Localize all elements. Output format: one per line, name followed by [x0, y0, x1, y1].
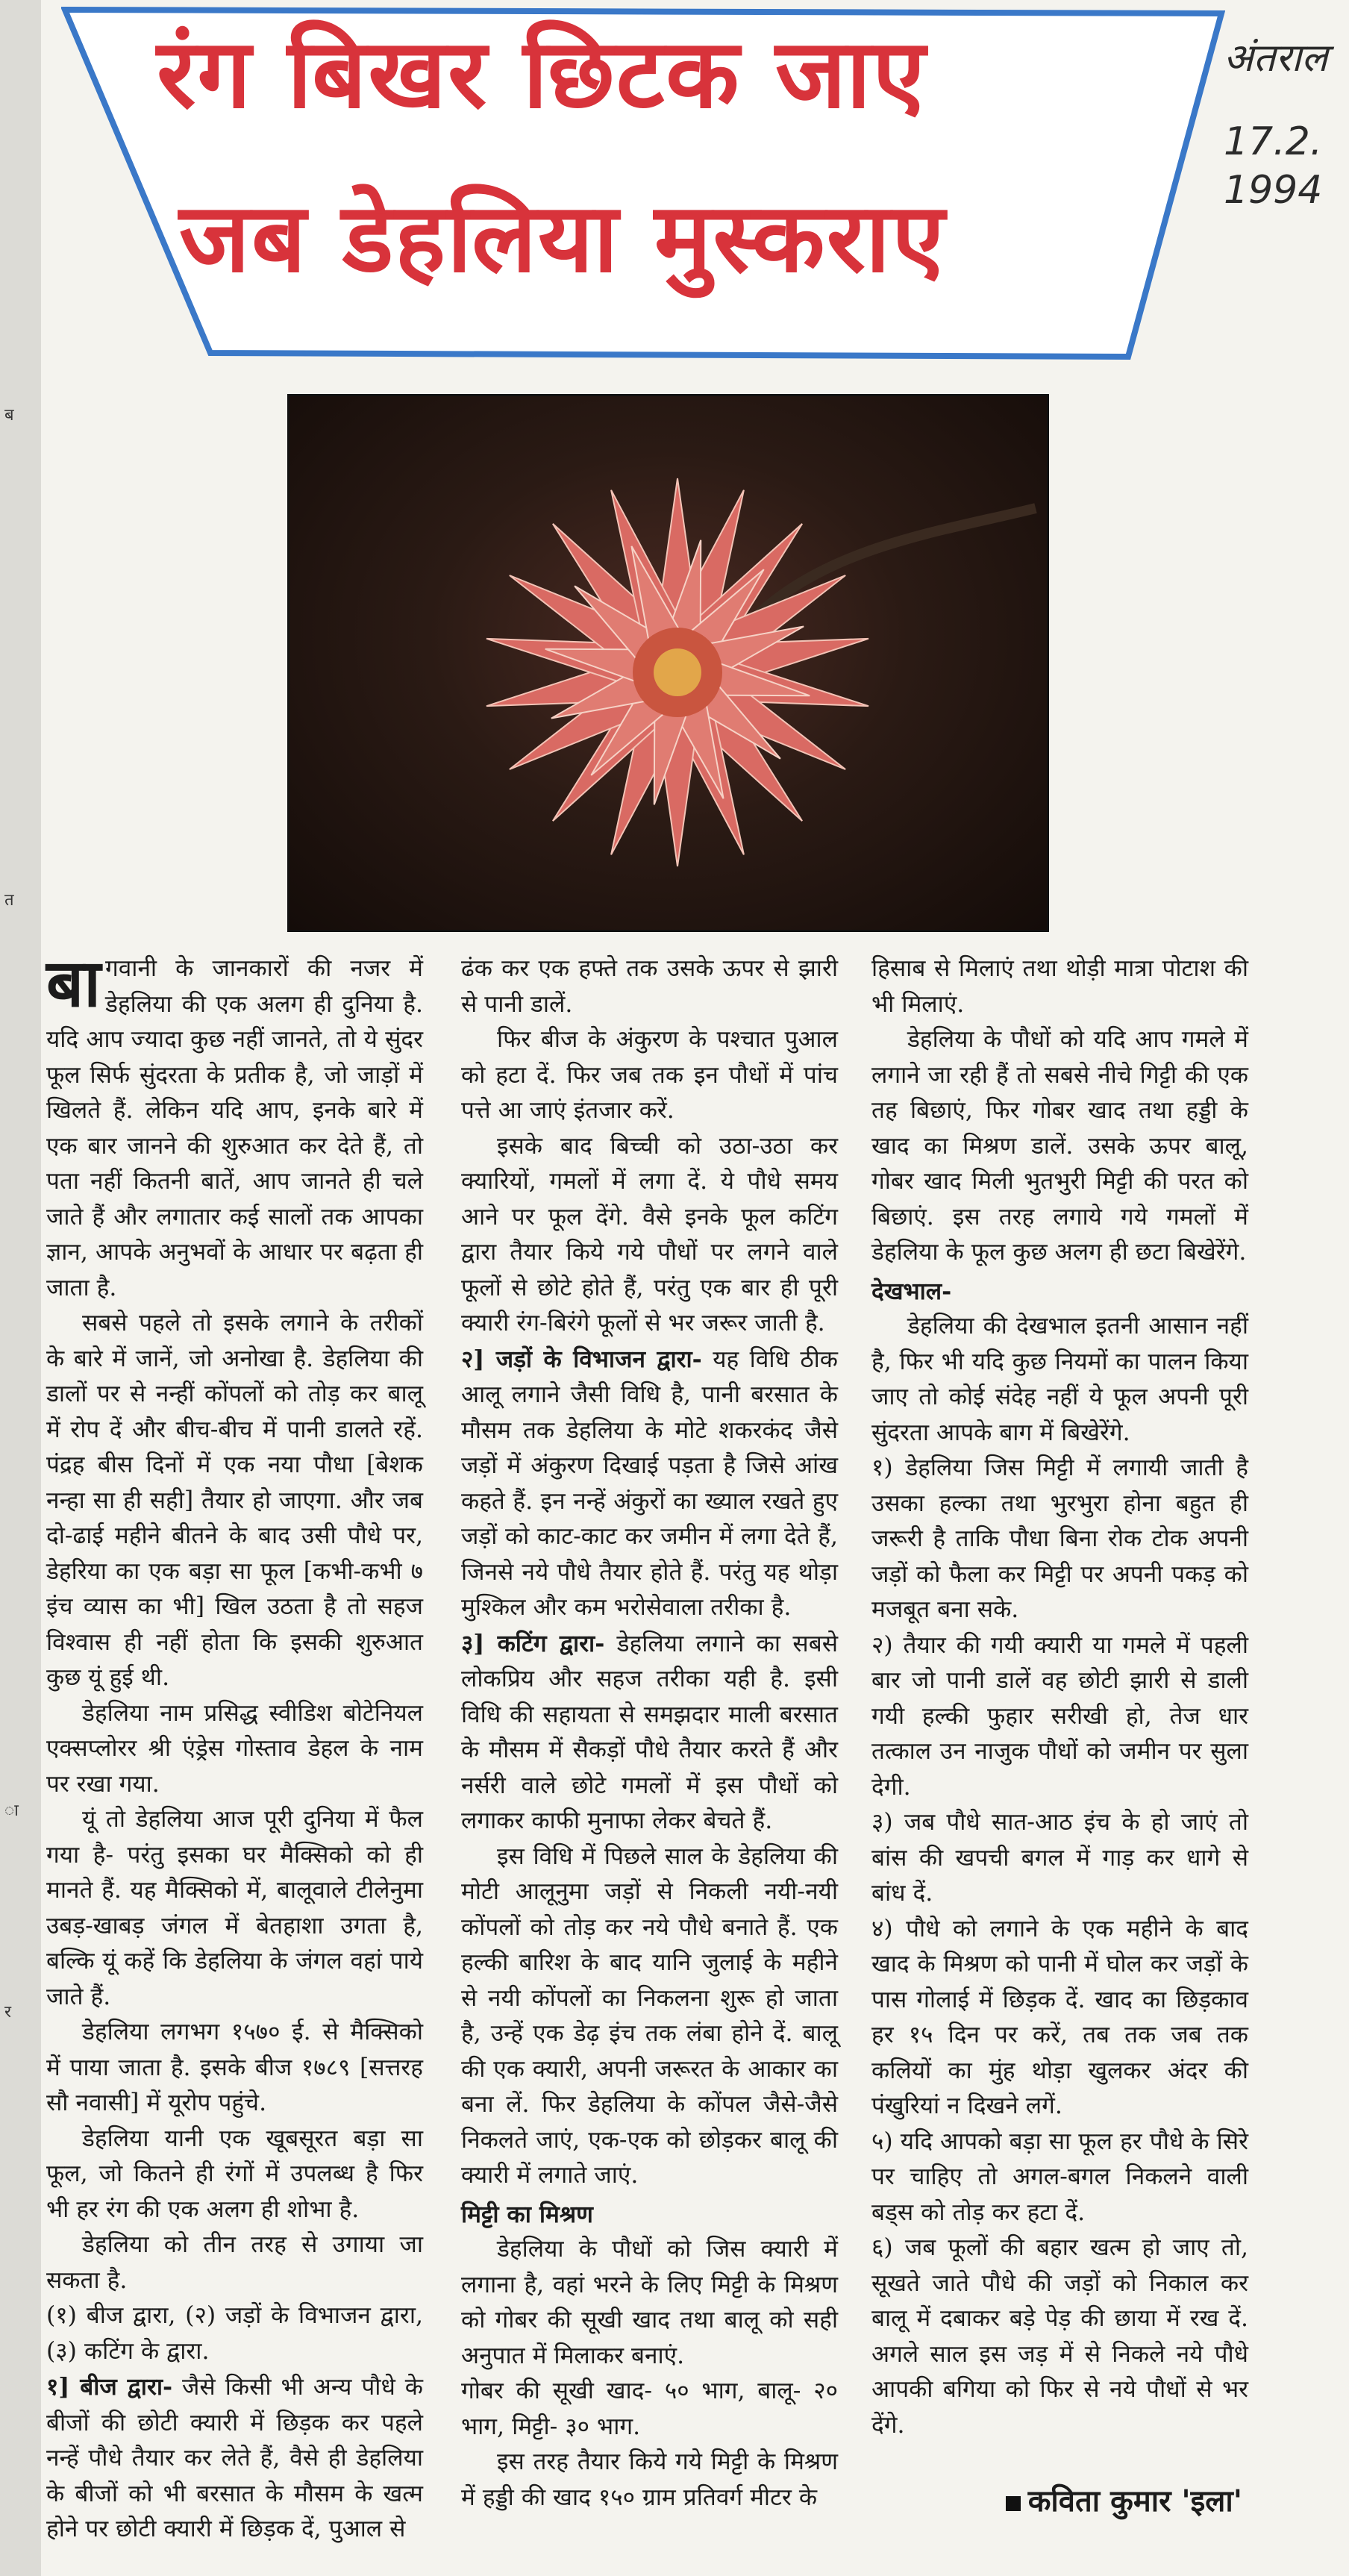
list-item: ३) जब पौधे सात-आठ इंच के हो जाएं तो बांस की खपची बगल में गाड़ कर धागे से बांध दें. [871, 1809, 1248, 1907]
article-column-2 [461, 951, 838, 2516]
handwritten-source: अंतराल [1224, 36, 1328, 81]
author-byline [929, 2479, 1242, 2520]
paragraph-text: गवानी के जानकारों की नजर में डेहलिया की एक अलग ही दुनिया है. यदि आप ज्यादा कुछ नहीं जानते, तो ये सुंदर फूल सिर्फ सुंदरता के प्रतीक है, जो जाड़ों में खिलते हैं. लेकिन यदि आप, इनके बारे में एक बार जानने की शुरुआत कर देते हैं, तो पता नहीं कितनी बातें, आप जानते ही चले जाते हैं और लगातार कई सालों तक आपका ज्ञान, आपके अनुभवों के आधार पर बढ़ता ही जाता है. [46, 955, 423, 1301]
edge-fragment: त [4, 891, 14, 910]
paragraph: डेहलिया की देखभाल इतनी आसान नहीं है, फिर भी यदि कुछ नियमों का पालन किया जाए तो कोई संदेह नहीं ये फूल अपनी पूरी सुंदरता आपके बाग में बिखेरेंगे. [871, 1313, 1248, 1446]
paragraph: (१) बीज द्वारा, (२) जड़ों के विभाजन द्वारा, (३) कटिंग के द्वारा. [46, 2302, 423, 2365]
method-label: २] जड़ों के विभाजन द्वारा- [461, 1345, 702, 1373]
drop-cap: बा [46, 945, 101, 1022]
handwritten-year: 1994 [1224, 168, 1323, 213]
paragraph [461, 1342, 838, 1626]
paragraph: डेहलिया के पौधों को यदि आप गमले में लगाने जा रही हैं तो सबसे नीचे गिट्टी की एक तह बिछाएं, फिर गोबर खाद तथा हड्डी के खाद का मिश्रण डालें. उसके ऊपर बालू, गोबर खाद मिली भुतभुरी मिट्टी की परत को बिछाएं. इस तरह लगाये गये गमलों में डेहलिया के फूल कुछ अलग ही छटा बिखेरेंगे. [871, 1026, 1248, 1266]
paragraph: ढंक कर एक हफ्ते तक उसके ऊपर से झारी से पानी डालें. [461, 955, 838, 1018]
paragraph [46, 945, 423, 1306]
paragraph: सबसे पहले तो इसके लगाने के तरीकों के बारे में जानें, जो अनोखा है. डेहलिया की डालों पर से नन्हीं कोंपलों को तोड़ कर बालू में रोप दें और बीच-बीच में पानी डालते रहें. पंद्रह बीस दिनों में एक नया पौधा [बेशक नन्हा सा ही सही] तैयार हो जाएगा. और जब दो-ढाई महीने बीतने के बाद उसी पौधे पर, डेहरिया का एक बड़ा सा फूल [कभी-कभी ७ इंच व्यास का भी] खिल उठता है तो सहज विश्वास ही नहीं होता कि इसकी शुरुआत कुछ यूं हुई थी. [46, 1310, 423, 1691]
edge-fragment: र [4, 2003, 11, 2022]
headline-line-1: रंग बिखर छिटक जाए [157, 19, 927, 130]
paragraph: फिर बीज के अंकुरण के पश्चात पुआल को हटा दें. फिर जब तक इन पौधों में पांच पत्ते आ जाएं इंतजार करें. [461, 1026, 838, 1124]
paragraph: यूं तो डेहलिया आज पूरी दुनिया में फैल गया है- परंतु इसका घर मैक्सिको को ही मानते हैं. यह मैक्सिको में, बालूवाले टीलेनुमा उबड़-खाबड़ जंगल में बेतहाशा उगता है, बल्कि यूं कहें कि डेहलिया के जंगल वहां पाये जाते हैं. [46, 1806, 423, 2010]
paragraph-text: डेहलिया लगाने का सबसे लोकप्रिय और सहज तरीका यही है. इसी विधि की सहायता से समझदार माली बरसात के मौसम में सैकड़ों पौधे तैयार करते हैं और नर्सरी वाले छोटे गमलों में इस पौधों को लगाकर काफी मुनाफा लेकर बेचते हैं. [461, 1630, 838, 1834]
paragraph: डेहलिया के पौधों को जिस क्यारी में लगाना है, वहां भरने के लिए मिट्टी के मिश्रण को गोबर की सूखी खाद तथा बालू को सही अनुपात में मिलाकर बनाएं. [461, 2236, 838, 2369]
paragraph: डेहलिया को तीन तरह से उगाया जा सकता है. [46, 2231, 423, 2294]
paragraph: डेहलिया नाम प्रसिद्ध स्वीडिश बोटेनियल एक्सप्लोरर श्री एंड्रेस गोस्ताव डेहल के नाम पर रखा गया. [46, 1699, 423, 1798]
paragraph [46, 2369, 423, 2548]
article-column-3 [871, 951, 1248, 2443]
subheading: देखभाल- [871, 1277, 952, 1305]
method-label: ३] कटिंग द्वारा- [461, 1629, 605, 1657]
list-item: ६) जब फूलों की बहार खत्म हो जाए तो, सूखते जाते पौधे की जड़ों को निकाल कर बालू में दबाकर बड़े पेड़ की छाया में रख दें. अगले साल इस जड़ में से निकले नये पौधे आपकी बगिया को फिर से नये पौधों से भर देंगे. [871, 2234, 1248, 2439]
paragraph [461, 1626, 838, 1839]
dahlia-flower-photo [287, 394, 1049, 932]
paragraph: इसके बाद बिच्ची को उठा-उठा कर क्यारियों, गमलों में लगा दें. ये पौधे समय आने पर फूल देंगे. वैसे इनके फूल कटिंग द्वारा तैयार किये गये पौधों पर लगने वाले फूलों से छोटे होते हैं, परंतु एक बार ही पूरी क्यारी रंग-बिरंगे फूलों से भर जरूर जाती है. [461, 1132, 838, 1337]
dahlia-icon [289, 396, 1047, 930]
edge-fragment: ा [4, 1801, 19, 1820]
method-label: १] बीज द्वारा- [46, 2373, 173, 2401]
paragraph: गोबर की सूखी खाद- ५० भाग, बालू- २० भाग, मिट्टी- ३० भाग. [461, 2378, 838, 2440]
paragraph: डेहलिया लगभग १५७० ई. से मैक्सिको में पाया जाता है. इसके बीज १७८९ [सत्तरह सौ नवासी] में यूरोप पहुंचे. [46, 2019, 423, 2116]
author-name: कविता कुमार 'इला' [1027, 2484, 1242, 2519]
list-item: २) तैयार की गयी क्यारी या गमले में पहली बार जो पानी डालें वह छोटी झारी से डाली गयी हल्की फुहार सरीखी हो, तेज धार तत्काल उन नाजुक पौधों को जमीन पर सुला देगी. [871, 1631, 1248, 1801]
edge-fragment: ब [4, 406, 14, 425]
list-item: १) डेहलिया जिस मिट्टी में लगायी जाती है उसका हल्का तथा भुरभुरा होना बहुत ही जरूरी है ताकि पौधा बिना रोक टोक अपनी जड़ों को फैला कर मिट्टी पर अपनी पकड़ को मजबूत बना सके. [871, 1454, 1248, 1623]
paragraph: डेहलिया यानी एक खूबसूरत बड़ा सा फूल, जो कितने ही रंगों में उपलब्ध है फिर भी हर रंग की एक अलग ही शोभा है. [46, 2125, 423, 2223]
subheading: मिट्टी का मिश्रण [461, 2200, 593, 2228]
list-item: ४) पौधे को लगाने के एक महीने के बाद खाद के मिश्रण को पानी में घोल कर जड़ों के पास गोलाई में छिड़क दें. खाद का छिड़काव हर १५ दिन पर करें, तब तक जब तक कलियों का मुंह थोड़ा खुलकर अंदर की पंखुरियां न दिखने लगें. [871, 1915, 1248, 2119]
article-column-1 [46, 945, 423, 2548]
headline-line-2: जब डेहलिया मुस्कराए [179, 183, 946, 294]
bullet-square-icon [1006, 2496, 1021, 2511]
paragraph: हिसाब से मिलाएं तथा थोड़ी मात्रा पोटाश की भी मिलाएं. [871, 955, 1248, 1018]
adjacent-page-edge [0, 0, 43, 2576]
paragraph: इस विधि में पिछले साल के डेहलिया की मोटी आलूनुमा जड़ों से निकली नयी-नयी कोंपलों को तोड़ कर नये पौधे बनाते हैं. एक हल्की बारिश के बाद यानि जुलाई के महीने से नयी कोंपलों का निकलना शुरू हो जाता है, उन्हें एक डेढ़ इंच तक लंबा होने दें. बालू की एक क्यारी, अपनी जरूरत के आकार का बना लें. फिर डेहलिया के कोंपल जैसे-जैसे निकलते जाएं, एक-एक को छोड़कर बालू की क्यारी में लगाते जाएं. [461, 1842, 838, 2189]
paragraph: इस तरह तैयार किये गये मिट्टी के मिश्रण में हड्डी की खाद १५० ग्राम प्रतिवर्ग मीटर के [461, 2448, 838, 2511]
list-item: ५) यदि आपको बड़ा सा फूल हर पौधे के सिरे पर चाहिए तो अगल-बगल निकलने वाली बड्स को तोड़ कर हटा दें. [871, 2128, 1248, 2226]
paragraph-text: जैसे किसी भी अन्य पौधे के बीजों की छोटी क्यारी में छिड़क कर पहले नन्हें पौधे तैयार कर लेते हैं, वैसे ही डेहलिया के बीजों को भी बरसात के मौसम के खत्म होने पर छोटी क्यारी में छिड़क दें, पुआल से [46, 2374, 423, 2542]
paragraph-text: यह विधि ठीक आलू लगाने जैसी विधि है, पानी बरसात के मौसम तक डेहलिया के मोटे शकरकंद जैसे जड़ों में अंकुरण दिखाई पड़ता है जिसे आंख कहते हैं. इन नन्हें अंकुरों का ख्याल रखते हुए जड़ों को काट-काट कर जमीन में लगा देते हैं, जिनसे नये पौधे तैयार होते हैं. परंतु यह थोड़ा मुश्किल और कम भरोसेवाला तरीका है. [461, 1345, 838, 1621]
handwritten-date: 17.2. [1224, 119, 1323, 164]
